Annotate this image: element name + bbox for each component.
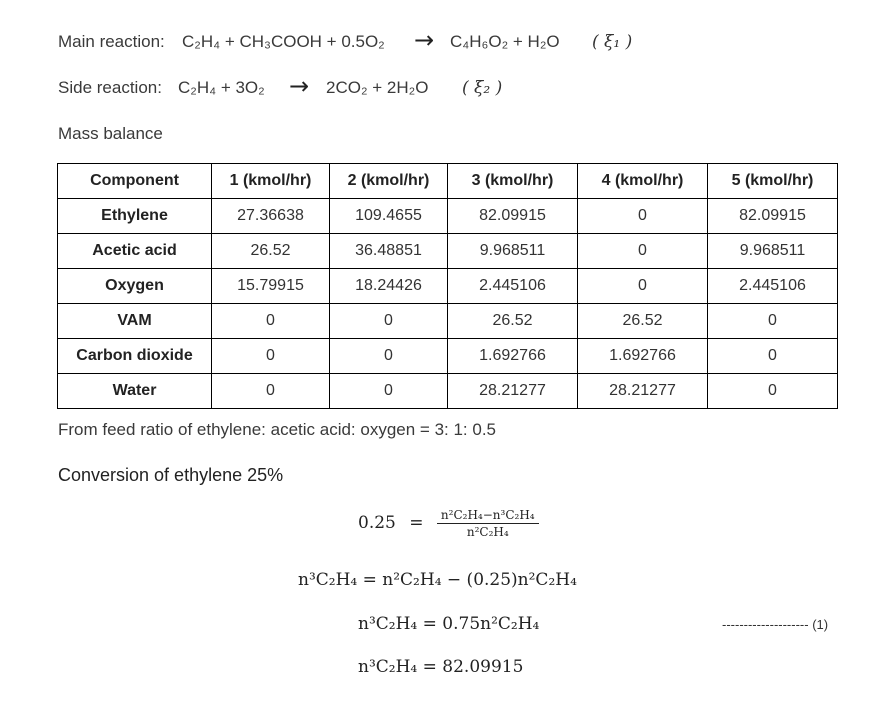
stream-3-value-cell: 26.52 [448, 304, 578, 339]
side-reaction-extent: ( ξ₂ ) [462, 78, 503, 98]
mass-balance-title: Mass balance [58, 124, 163, 143]
table-header-row [58, 164, 838, 199]
header-stream-4: 4 (kmol/hr) [578, 164, 708, 199]
stream-3-value-cell: 82.09915 [448, 199, 578, 234]
header-stream-3: 3 (kmol/hr) [448, 164, 578, 199]
stream-2-value-cell: 18.24426 [330, 269, 448, 304]
stream-1-value-cell: 27.36638 [212, 199, 330, 234]
stream-3-value-cell: 1.692766 [448, 339, 578, 374]
equation-2: n³C₂H₄ = n²C₂H₄ − (0.25)n²C₂H₄ [298, 570, 577, 590]
table-row [58, 234, 838, 269]
stream-5-value-cell: 9.968511 [708, 234, 838, 269]
eq1-fraction [437, 507, 539, 540]
stream-2-value-cell: 109.4655 [330, 199, 448, 234]
stream-3-value-cell: 28.21277 [448, 374, 578, 409]
table-row [58, 304, 838, 339]
header-stream-2: 2 (kmol/hr) [330, 164, 448, 199]
stream-2-value-cell: 36.48851 [330, 234, 448, 269]
eq1-lhs: 0.25 [358, 513, 396, 533]
side-reaction-products: 2CO₂ + 2H₂O [326, 78, 429, 97]
eq1-denominator: n²C₂H₄ [466, 525, 509, 539]
component-name-cell: VAM [58, 304, 212, 339]
component-name-cell: Ethylene [58, 199, 212, 234]
stream-5-value-cell: 82.09915 [708, 199, 838, 234]
stream-4-value-cell: 0 [578, 269, 708, 304]
mass-balance-table [57, 163, 838, 409]
component-name-cell: Acetic acid [58, 234, 212, 269]
header-stream-5: 5 (kmol/hr) [708, 164, 838, 199]
stream-4-value-cell: 1.692766 [578, 339, 708, 374]
header-component: Component [58, 164, 212, 199]
stream-3-value-cell: 9.968511 [448, 234, 578, 269]
main-reaction-label: Main reaction: [58, 32, 165, 51]
stream-5-value-cell: 0 [708, 339, 838, 374]
table-row [58, 269, 838, 304]
stream-4-value-cell: 0 [578, 199, 708, 234]
equation-3-tag: -------------------- (1) [722, 617, 829, 632]
stream-5-value-cell: 0 [708, 374, 838, 409]
header-stream-1: 1 (kmol/hr) [212, 164, 330, 199]
stream-1-value-cell: 0 [212, 339, 330, 374]
side-reaction-label: Side reaction: [58, 78, 162, 97]
stream-5-value-cell: 0 [708, 304, 838, 339]
table-row [58, 199, 838, 234]
stream-4-value-cell: 26.52 [578, 304, 708, 339]
component-name-cell: Water [58, 374, 212, 409]
eq1-equals: = [409, 513, 424, 533]
equation-4: n³C₂H₄ = 82.09915 [358, 657, 524, 677]
stream-1-value-cell: 0 [212, 374, 330, 409]
eq1-numerator: n²C₂H₄−n³C₂H₄ [437, 507, 539, 524]
stream-4-value-cell: 28.21277 [578, 374, 708, 409]
stream-1-value-cell: 26.52 [212, 234, 330, 269]
side-reaction-reactants: C₂H₄ + 3O₂ [178, 78, 265, 97]
feed-ratio-note: From feed ratio of ethylene: acetic acid: oxygen = 3: 1: 0.5 [58, 420, 496, 439]
table-row [58, 374, 838, 409]
side-reaction-arrow: → [289, 72, 310, 100]
main-reaction-extent: ( ξ₁ ) [592, 32, 633, 52]
main-reaction-arrow: → [414, 26, 435, 54]
main-reaction-reactants: C₂H₄ + CH₃COOH + 0.5O₂ [182, 32, 385, 51]
stream-2-value-cell: 0 [330, 304, 448, 339]
main-reaction-products: C₄H₆O₂ + H₂O [450, 32, 560, 51]
stream-3-value-cell: 2.445106 [448, 269, 578, 304]
component-name-cell: Oxygen [58, 269, 212, 304]
stream-5-value-cell: 2.445106 [708, 269, 838, 304]
stream-1-value-cell: 15.79915 [212, 269, 330, 304]
stream-2-value-cell: 0 [330, 374, 448, 409]
table-row [58, 339, 838, 374]
component-name-cell: Carbon dioxide [58, 339, 212, 374]
stream-2-value-cell: 0 [330, 339, 448, 374]
stream-4-value-cell: 0 [578, 234, 708, 269]
stream-1-value-cell: 0 [212, 304, 330, 339]
conversion-heading: Conversion of ethylene 25% [58, 465, 284, 485]
equation-conversion [358, 507, 539, 540]
equation-3: n³C₂H₄ = 0.75n²C₂H₄ [358, 614, 540, 634]
